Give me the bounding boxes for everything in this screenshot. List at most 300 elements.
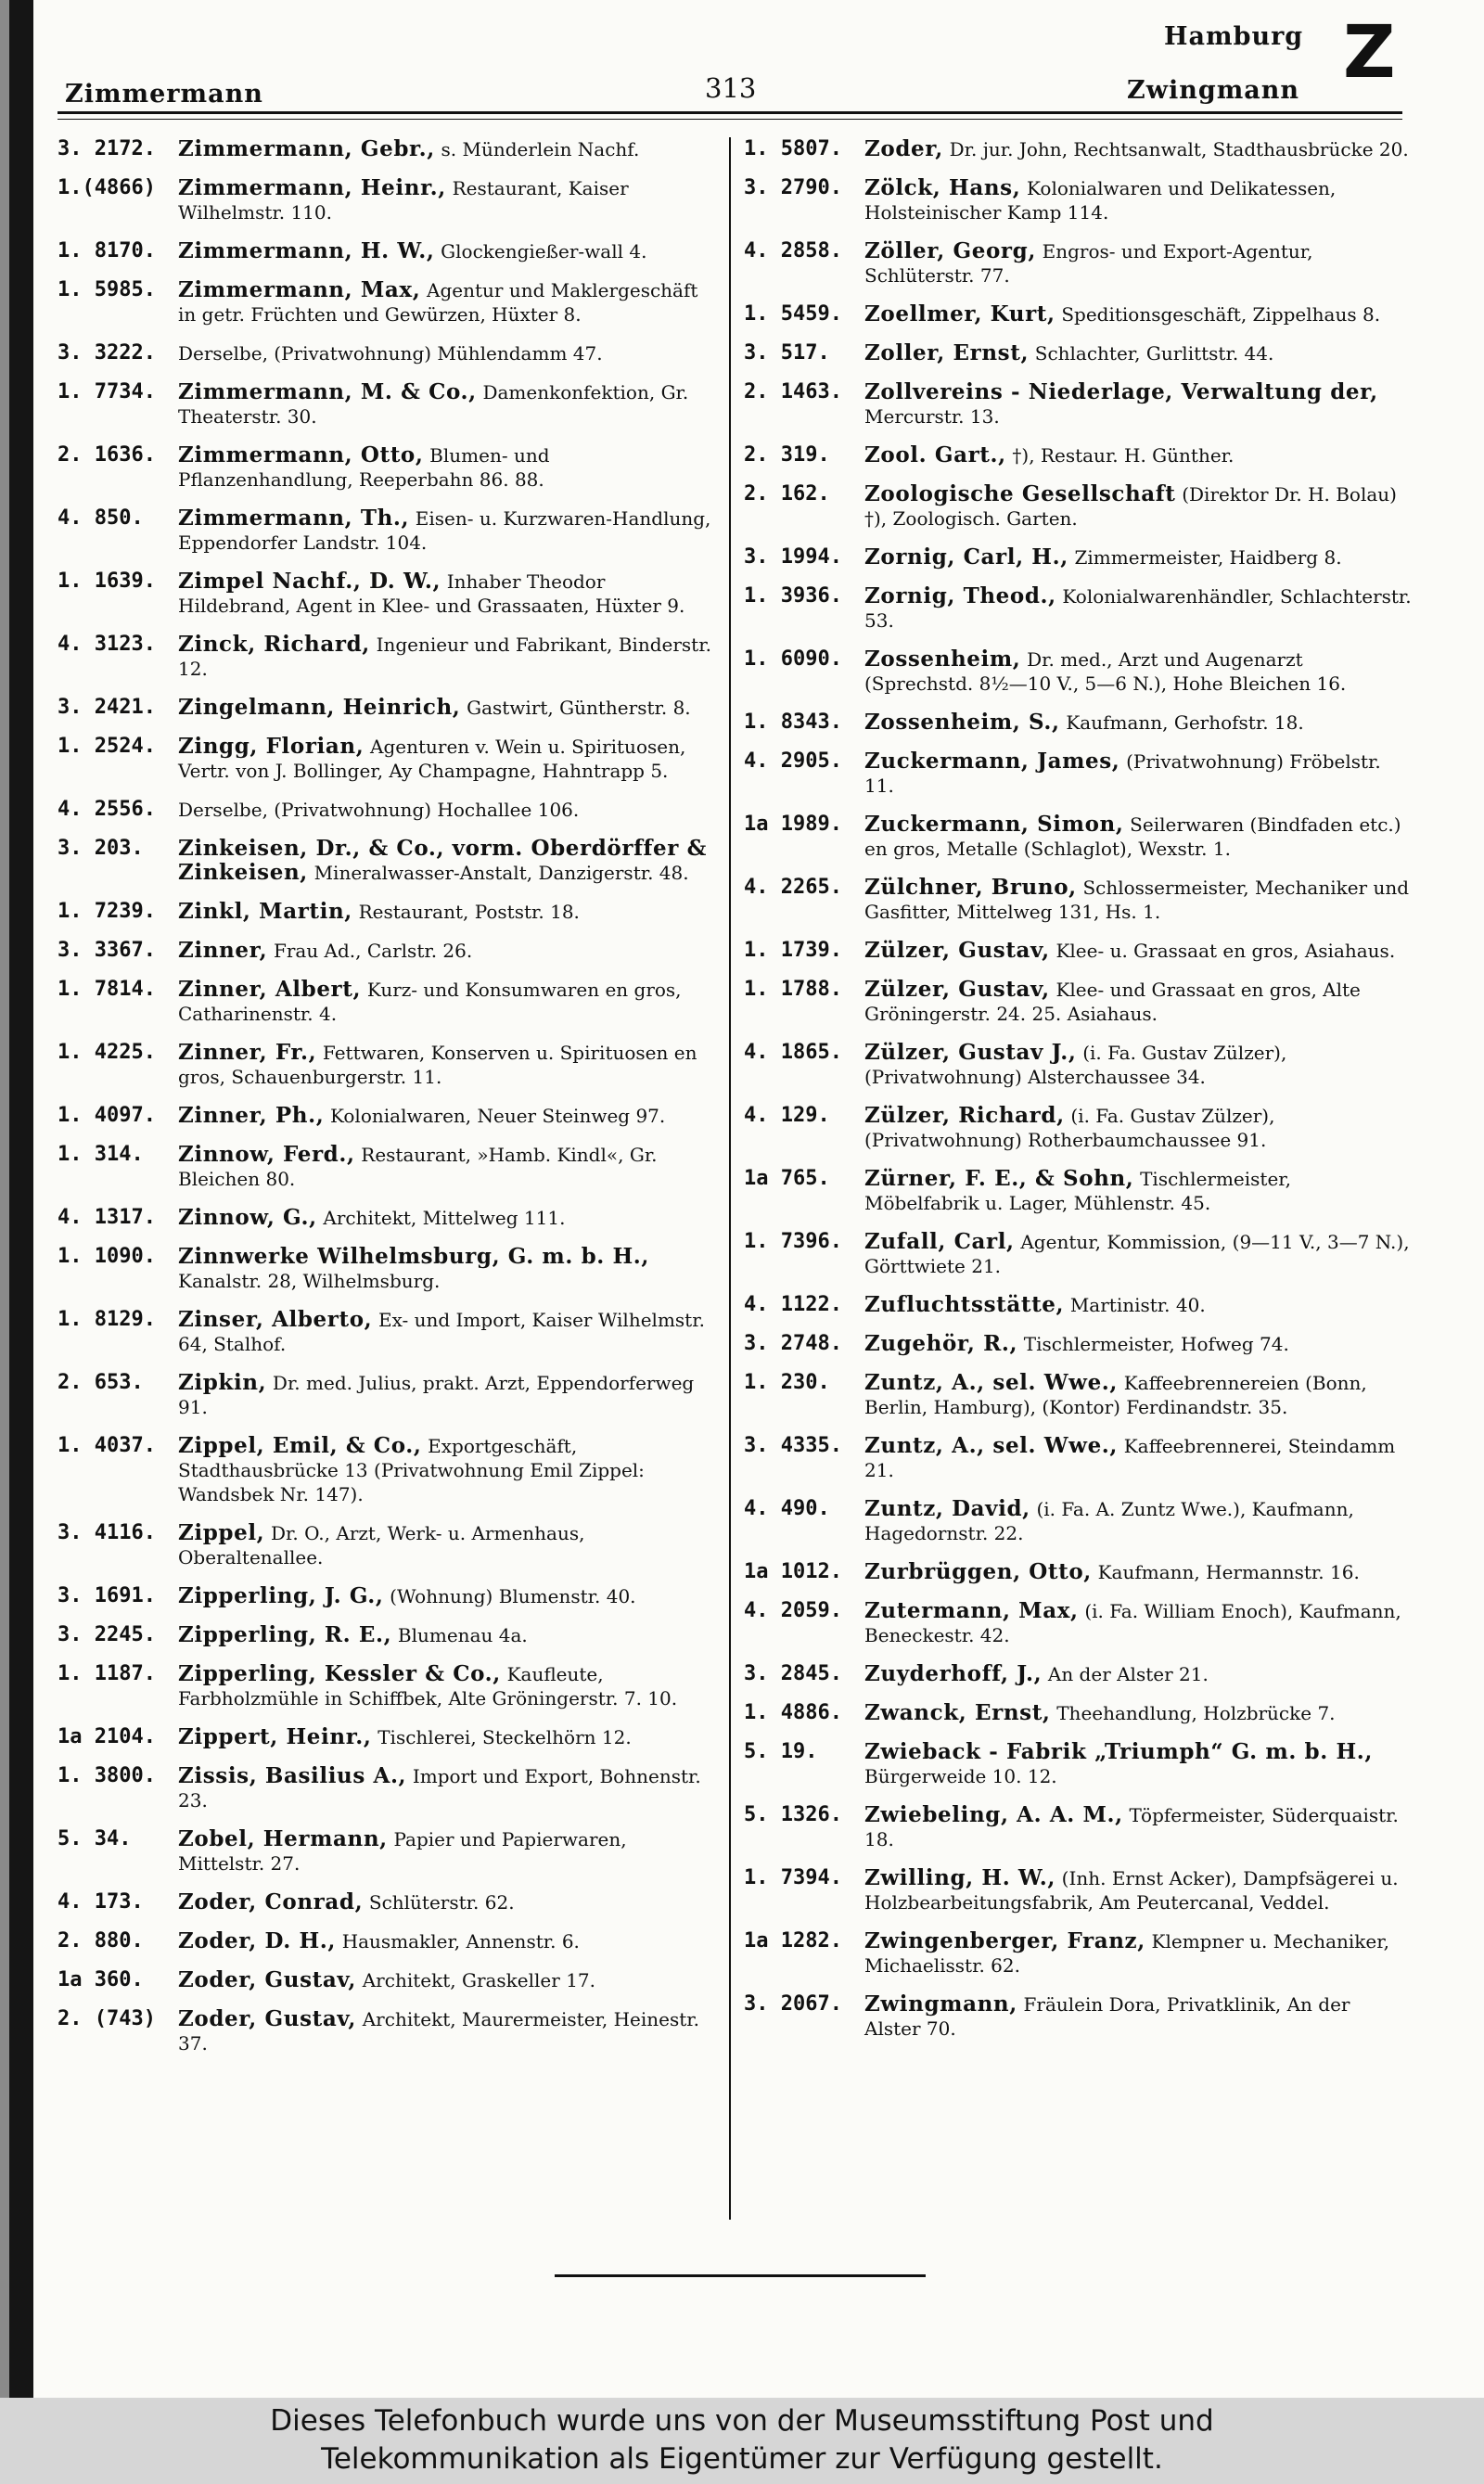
subscriber-name: Zuckermann, Simon, [864,812,1124,837]
directory-entry [58,978,714,1026]
directory-entry [58,633,714,681]
phone-number: 5. 19. [744,1740,818,1763]
subscriber-name: Zimmermann, Th., [178,506,410,531]
subscriber-name: Zippel, Emil, & Co., [178,1433,422,1458]
entry-text [178,1725,714,1749]
subscriber-name: Zoder, Gustav, [178,1967,357,1992]
entry-text [178,1929,714,1953]
subscriber-details: †), Restaur. H. Günther. [1012,444,1235,467]
phone-number: 2. 319. [744,443,830,467]
subscriber-details: Gastwirt, Güntherstr. 8. [467,697,691,719]
phone-number: 1. 7396. [744,1230,842,1253]
subscriber-name: Zimmermann, Otto, [178,442,424,467]
subscriber-details: Kaufmann, Gerhofstr. 18. [1066,711,1304,734]
directory-entry [58,1584,714,1608]
directory-entry [58,1371,714,1419]
directory-entry [744,1662,1412,1686]
subscriber-name: Zwilling, H. W., [864,1865,1055,1890]
subscriber-name: Zobel, Hermann, [178,1826,388,1851]
subscriber-name: Zimmermann, Max, [178,277,421,302]
phone-number: 4. 2059. [744,1599,842,1622]
subscriber-details: Kolonialwaren, Neuer Steinweg 97. [329,1105,666,1127]
phone-number: 1. 1788. [744,978,842,1001]
entry-text [864,1293,1412,1317]
subscriber-details: Tischlermeister, Hofweg 74. [1023,1333,1289,1355]
directory-entry [58,443,714,492]
entry-text [864,1929,1412,1978]
subscriber-name: Zuyderhoff, J., [864,1661,1043,1686]
entry-text [178,570,714,618]
phone-number: 1. 4886. [744,1701,842,1724]
entry-text [178,176,714,224]
entry-text [178,1584,714,1608]
header-city: Hamburg [1164,22,1304,51]
directory-entry [744,749,1412,798]
directory-entry [744,1230,1412,1278]
subscriber-details: Schlachter, Gurlittstr. 44. [1034,342,1274,365]
entry-text [864,1434,1412,1482]
directory-entry [58,1434,714,1506]
entry-text [178,1104,714,1128]
subscriber-details: Blumen- und Pflanzenhandlung, Reeperbahn 86. 88. [178,444,550,491]
subscriber-name: Zugehör, R., [864,1331,1018,1356]
subscriber-details: Restaurant, »Hamb. Kindl«, Gr. Bleichen 80. [178,1144,658,1190]
subscriber-details: Kurz- und Konsumwaren en gros, Catharinenstr. 4. [178,979,682,1025]
footer-notice [0,2398,1484,2484]
subscriber-name: Zoder, D. H., [178,1928,336,1953]
subscriber-name: Zinner, Ph., [178,1103,325,1128]
section-letter: Z [1343,11,1396,95]
entry-text [864,545,1412,570]
subscriber-name: Zülzer, Gustav, [864,977,1050,1002]
subscriber-name: Zülchner, Bruno, [864,875,1077,900]
entry-text [864,647,1412,696]
phone-number: 1. 314. [58,1143,144,1166]
subscriber-name: Zinser, Alberto, [178,1307,373,1332]
subscriber-details: Tischlerei, Steckelhörn 12. [377,1726,632,1748]
phone-number: 1. 3800. [58,1764,156,1787]
directory-entry [58,1725,714,1749]
phone-number: 1. 2524. [58,735,156,758]
phone-number: 1. 1090. [58,1245,156,1268]
entry-text [178,978,714,1026]
entry-text [178,1968,714,1992]
entry-text [864,341,1412,365]
entry-text [864,1041,1412,1089]
phone-number: 4. 2905. [744,749,842,773]
directory-entry [744,545,1412,570]
subscriber-name: Zool. Gart., [864,442,1006,467]
entry-text [864,749,1412,798]
subscriber-details: Frau Ad., Carlstr. 26. [273,940,473,962]
subscriber-name: Zufall, Carl, [864,1229,1015,1254]
subscriber-name: Zinck, Richard, [178,632,370,657]
entry-text [178,1245,714,1293]
right-column [744,137,1412,2055]
directory-entry [58,239,714,263]
subscriber-name: Zwieback - Fabrik „Triumph“ G. m. b. H., [864,1739,1373,1764]
phone-number: 4. 3123. [58,633,156,656]
subscriber-details: Schlüterstr. 62. [368,1891,515,1914]
phone-number: 3. 2172. [58,137,156,160]
phone-number: 1. 5985. [58,278,156,301]
directory-entry [58,137,714,161]
entry-text [178,239,714,263]
subscriber-name: Zissis, Basilius A., [178,1763,407,1788]
subscriber-details: Architekt, Graskeller 17. [362,1969,595,1991]
phone-number: 4. 2858. [744,239,842,262]
subscriber-details: Speditionsgeschäft, Zippelhaus 8. [1061,303,1381,326]
subscriber-details: Dr. med. Julius, prakt. Arzt, Eppendorferweg 91. [178,1372,695,1418]
entry-text [178,506,714,555]
phone-number: 1. 8129. [58,1308,156,1331]
phone-number: 2. (743) [58,2007,156,2030]
entry-text [864,1740,1412,1788]
subscriber-details: Engros- und Export-Agentur, Schlüterstr. 77. [864,240,1313,287]
directory-entry [58,1929,714,1953]
entry-text [178,798,714,822]
subscriber-name: Zinnow, Ferd., [178,1142,355,1167]
subscriber-details: An der Alster 21. [1047,1663,1209,1685]
phone-number: 3. 2067. [744,1992,842,2016]
phone-number: 1a 1282. [744,1929,842,1953]
subscriber-details: Dr. O., Arzt, Werk- u. Armenhaus, Oberaltenallee. [178,1522,585,1569]
directory-entry [744,1599,1412,1647]
directory-entry [744,1167,1412,1215]
subscriber-details: Derselbe, (Privatwohnung) Hochallee 106. [178,799,580,821]
phone-number: 4. 1865. [744,1041,842,1064]
subscriber-details: Ex- und Import, Kaiser Wilhelmstr. 64, Stalhof. [178,1309,705,1355]
entry-text [178,380,714,429]
subscriber-details: Mercurstr. 13. [864,405,1000,428]
phone-number: 3. 4335. [744,1434,842,1457]
subscriber-name: Zoologische Gesellschaft [864,481,1176,506]
subscriber-name: Zülzer, Richard, [864,1103,1065,1128]
subscriber-details: Ingenieur und Fabrikant, Binderstr. 12. [178,634,711,680]
subscriber-details: (i. Fa. Gustav Zülzer), (Privatwohnung) Rotherbaumchaussee 91. [864,1105,1275,1151]
subscriber-details: Agentur und Maklergeschäft in getr. Früchten und Gewürzen, Hüxter 8. [178,279,698,326]
entry-text [864,978,1412,1026]
header-last-name: Zwingmann [1127,76,1300,105]
subscriber-details: Blumenau 4a. [397,1624,528,1646]
directory-entry [58,735,714,783]
directory-entry [744,813,1412,861]
directory-entry [58,1245,714,1293]
directory-entry [58,176,714,224]
subscriber-details: Dr. med., Arzt und Augenarzt (Sprechstd. 8½—10 V., 5—6 N.), Hohe Bleichen 16. [864,648,1347,695]
subscriber-details: Papier und Papierwaren, Mittelstr. 27. [178,1828,627,1875]
entry-text [864,443,1412,467]
left-column [58,137,714,2070]
phone-number: 1. 7239. [58,900,156,923]
phone-number: 4. 2265. [744,876,842,899]
phone-number: 3. 1691. [58,1584,156,1607]
phone-number: 1. 6090. [744,647,842,671]
subscriber-name: Zornig, Carl, H., [864,544,1068,570]
entry-text [864,1803,1412,1851]
phone-number: 1a 360. [58,1968,144,1991]
entry-text [864,876,1412,924]
subscriber-details: s. Münderlein Nachf. [441,138,640,160]
directory-entry [58,1521,714,1569]
subscriber-name: Zipperling, Kessler & Co., [178,1661,501,1686]
phone-number: 1a 1989. [744,813,842,836]
entry-text [178,837,714,885]
subscriber-details: Klempner u. Mechaniker, Michaelisstr. 62. [864,1930,1389,1977]
phone-number: 4. 129. [744,1104,830,1127]
phone-number: 1. 8343. [744,711,842,734]
subscriber-name: Zimpel Nachf., D. W., [178,569,441,594]
directory-entry [744,1740,1412,1788]
subscriber-details: (i. Fa. A. Zuntz Wwe.), Kaufmann, Hagedornstr. 22. [864,1498,1354,1544]
phone-number: 1. 5459. [744,302,842,326]
subscriber-name: Zipperling, R. E., [178,1622,392,1647]
footer-line-2: Telekommunikation als Eigentümer zur Verfügung gestellt. [321,2442,1163,2476]
phone-number: 3. 2748. [744,1332,842,1355]
directory-entry [744,482,1412,531]
directory-entry [58,798,714,822]
subscriber-name: Zossenheim, [864,647,1021,672]
phone-number: 1a 1012. [744,1560,842,1583]
entry-text [178,1521,714,1569]
entry-text [178,1827,714,1876]
entry-text [864,1599,1412,1647]
subscriber-details: Fettwaren, Konserven u. Spirituosen en gros, Schauenburgerstr. 11. [178,1042,697,1088]
subscriber-details: (Privatwohnung) Fröbelstr. 11. [864,750,1381,797]
entry-text [864,176,1412,224]
book-spine [9,0,33,2398]
entry-text [864,584,1412,633]
phone-number: 3. 4116. [58,1521,156,1544]
header-rule-top [58,111,1402,114]
entry-text [864,1992,1412,2041]
entry-text [864,939,1412,963]
subscriber-name: Zinner, Fr., [178,1040,317,1065]
entry-text [864,1371,1412,1419]
entry-text [864,1332,1412,1356]
subscriber-details: (i. Fa. William Enoch), Kaufmann, Beneckestr. 42. [864,1600,1401,1646]
phone-number: 1a 765. [744,1167,830,1190]
subscriber-name: Zippert, Heinr., [178,1724,372,1749]
subscriber-name: Zipperling, J. G., [178,1583,384,1608]
directory-entry [58,1041,714,1089]
phone-number: 2. 1463. [744,380,842,403]
subscriber-details: Fräulein Dora, Privatklinik, An der Alster 70. [864,1993,1350,2040]
entry-text [178,1890,714,1914]
directory-entry [744,1104,1412,1152]
entry-text [178,939,714,963]
directory-entry [58,380,714,429]
directory-entry [58,1206,714,1230]
entry-text [864,1104,1412,1152]
directory-entry [744,939,1412,963]
phone-number: 1. 1739. [744,939,842,962]
subscriber-details: Mineralwasser-Anstalt, Danzigerstr. 48. [313,862,689,884]
subscriber-details: Kaufleute, Farbholzmühle in Schiffbek, Alte Gröningerstr. 7. 10. [178,1663,678,1709]
footer-line-1: Dieses Telefonbuch wurde uns von der Museumsstiftung Post und [270,2404,1214,2438]
entry-text [178,341,714,365]
entry-text [864,482,1412,531]
subscriber-details: (Inh. Ernst Acker), Dampfsägerei u. Holzbearbeitungsfabrik, Am Peutercanal, Veddel. [864,1867,1399,1914]
directory-entry [744,302,1412,327]
entry-text [864,1866,1412,1914]
directory-entry [58,1827,714,1876]
phone-number: 5. 1326. [744,1803,842,1826]
phone-number: 3. 203. [58,837,144,860]
entry-text [178,1371,714,1419]
subscriber-details: Inhaber Theodor Hildebrand, Agent in Klee- und Grassaaten, Hüxter 9. [178,570,685,617]
entry-text [864,813,1412,861]
phone-number: 4. 1122. [744,1293,842,1316]
subscriber-name: Zipkin, [178,1370,267,1395]
subscriber-details: (Wohnung) Blumenstr. 40. [390,1585,636,1607]
directory-entry [58,1104,714,1128]
subscriber-name: Zülzer, Gustav, [864,938,1050,963]
subscriber-details: Architekt, Mittelweg 111. [323,1207,566,1229]
subscriber-details: Theehandlung, Holzbrücke 7. [1056,1702,1336,1724]
entry-text [178,1662,714,1710]
subscriber-name: Zwingmann, [864,1991,1017,2017]
directory-entry [744,1332,1412,1356]
subscriber-name: Zimmermann, H. W., [178,238,435,263]
subscriber-details: Exportgeschäft, Stadthausbrücke 13 (Privatwohnung Emil Zippel: Wandsbek Nr. 147). [178,1435,645,1505]
phone-number: 1. 8170. [58,239,156,262]
directory-entry [744,176,1412,224]
subscriber-name: Zinner, [178,938,268,963]
phone-number: 2. 653. [58,1371,144,1394]
entry-text [178,278,714,327]
subscriber-details: Martinistr. 40. [1069,1294,1206,1316]
phone-number: 1. 7394. [744,1866,842,1889]
directory-entry [58,278,714,327]
phone-number: 1. 4097. [58,1104,156,1127]
phone-number: 2. 880. [58,1929,144,1953]
entry-text [864,1701,1412,1725]
subscriber-name: Zoellmer, Kurt, [864,301,1055,327]
entry-text [864,239,1412,288]
subscriber-details: Töpfermeister, Süderquaistr. 18. [864,1804,1399,1850]
directory-entry [744,1929,1412,1978]
entry-text [864,302,1412,327]
subscriber-details: Agenturen v. Wein u. Spirituosen, Vertr. von J. Bollinger, Ay Champagne, Hahntrapp 5. [178,736,686,782]
subscriber-name: Zwiebeling, A. A. M., [864,1802,1123,1827]
subscriber-name: Zülzer, Gustav J., [864,1040,1077,1065]
directory-entry [744,876,1412,924]
subscriber-name: Zinnow, G., [178,1205,317,1230]
directory-entry [58,939,714,963]
subscriber-name: Zoller, Ernst, [864,340,1030,365]
subscriber-name: Zuntz, A., sel. Wwe., [864,1370,1119,1395]
subscriber-details: Damenkonfektion, Gr. Theaterstr. 30. [178,381,689,428]
subscriber-details: Kanalstr. 28, Wilhelmsburg. [178,1270,441,1292]
entry-text [864,380,1412,429]
directory-entry [58,1890,714,1914]
subscriber-details: Klee- u. Grassaat en gros, Asiahaus. [1055,940,1396,962]
phone-number: 3. 3367. [58,939,156,962]
phone-number: 3. 1994. [744,545,842,569]
subscriber-name: Zinkeisen, Dr., & Co., vorm. Oberdörffer & Zinkeisen, [178,836,707,885]
directory-entry [744,1293,1412,1317]
directory-entry [58,1308,714,1356]
directory-entry [744,239,1412,288]
subscriber-name: Zimmermann, M. & Co., [178,379,477,404]
subscriber-details: Kolonialwaren und Delikatessen, Holsteinischer Kamp 114. [864,177,1337,224]
subscriber-name: Zwingenberger, Franz, [864,1928,1145,1953]
subscriber-name: Zutermann, Max, [864,1598,1079,1623]
subscriber-details: Restaurant, Poststr. 18. [358,901,580,923]
phone-number: 3. 3222. [58,341,156,365]
subscriber-name: Zuckermann, James, [864,749,1120,774]
directory-entry [744,711,1412,735]
phone-number: 2. 162. [744,482,830,506]
entry-text [864,1230,1412,1278]
phone-number: 3. 2421. [58,696,156,719]
directory-entry [58,506,714,555]
subscriber-details: Bürgerweide 10. 12. [864,1765,1057,1787]
subscriber-details: Kaufmann, Hermannstr. 16. [1097,1561,1360,1583]
subscriber-details: Kaffeebrennereien (Bonn, Berlin, Hamburg), (Kontor) Ferdinandstr. 35. [864,1372,1367,1418]
directory-entry [744,1434,1412,1482]
subscriber-details: Architekt, Maurermeister, Heinestr. 37. [178,2008,700,2055]
phone-number: 1a 2104. [58,1725,156,1748]
entry-text [178,633,714,681]
entry-text [178,696,714,720]
entry-text [864,1497,1412,1545]
phone-number: 1. 1639. [58,570,156,593]
subscriber-details: Eisen- u. Kurzwaren-Handlung, Eppendorfer Landstr. 104. [178,507,711,554]
directory-entry [744,1560,1412,1584]
entry-text [178,1623,714,1647]
phone-number: 2. 1636. [58,443,156,467]
subscriber-name: Zoder, Gustav, [178,2006,357,2031]
subscriber-name: Zürner, F. E., & Sohn, [864,1166,1134,1191]
directory-entry [744,341,1412,365]
subscriber-name: Zufluchtsstätte, [864,1292,1065,1317]
directory-entry [58,1623,714,1647]
column-divider [729,137,731,2220]
subscriber-name: Zinnwerke Wilhelmsburg, G. m. b. H., [178,1244,650,1269]
entry-text [178,1041,714,1089]
subscriber-details: Tischlermeister, Möbelfabrik u. Lager, Mühlenstr. 45. [864,1168,1292,1214]
phone-number: 3. 517. [744,341,830,365]
subscriber-details: Dr. jur. John, Rechtsanwalt, Stadthausbrücke 20. [949,138,1409,160]
subscriber-name: Zuntz, A., sel. Wwe., [864,1433,1119,1458]
directory-entry [58,696,714,720]
directory-entry [744,1041,1412,1089]
entry-text [178,1143,714,1191]
phone-number: 4. 850. [58,506,144,530]
directory-entry [744,1701,1412,1725]
directory-entry [744,380,1412,429]
phone-number: 3. 2845. [744,1662,842,1685]
subscriber-name: Zornig, Theod., [864,583,1056,608]
entry-text [178,2007,714,2055]
directory-entry [58,837,714,885]
entry-text [178,1764,714,1812]
phone-number: 4. 173. [58,1890,144,1914]
binding-edge [0,0,9,2398]
entry-text [864,1167,1412,1215]
subscriber-details: Kolonialwarenhändler, Schlachterstr. 53. [864,585,1412,632]
phone-number: 4. 490. [744,1497,830,1520]
phone-number: 1. 7814. [58,978,156,1001]
subscriber-name: Zölck, Hans, [864,175,1021,200]
directory-entry [744,1497,1412,1545]
phone-number: 3. 2245. [58,1623,156,1646]
phone-number: 1. 1187. [58,1662,156,1685]
entry-text [178,1206,714,1230]
directory-entry [744,1371,1412,1419]
